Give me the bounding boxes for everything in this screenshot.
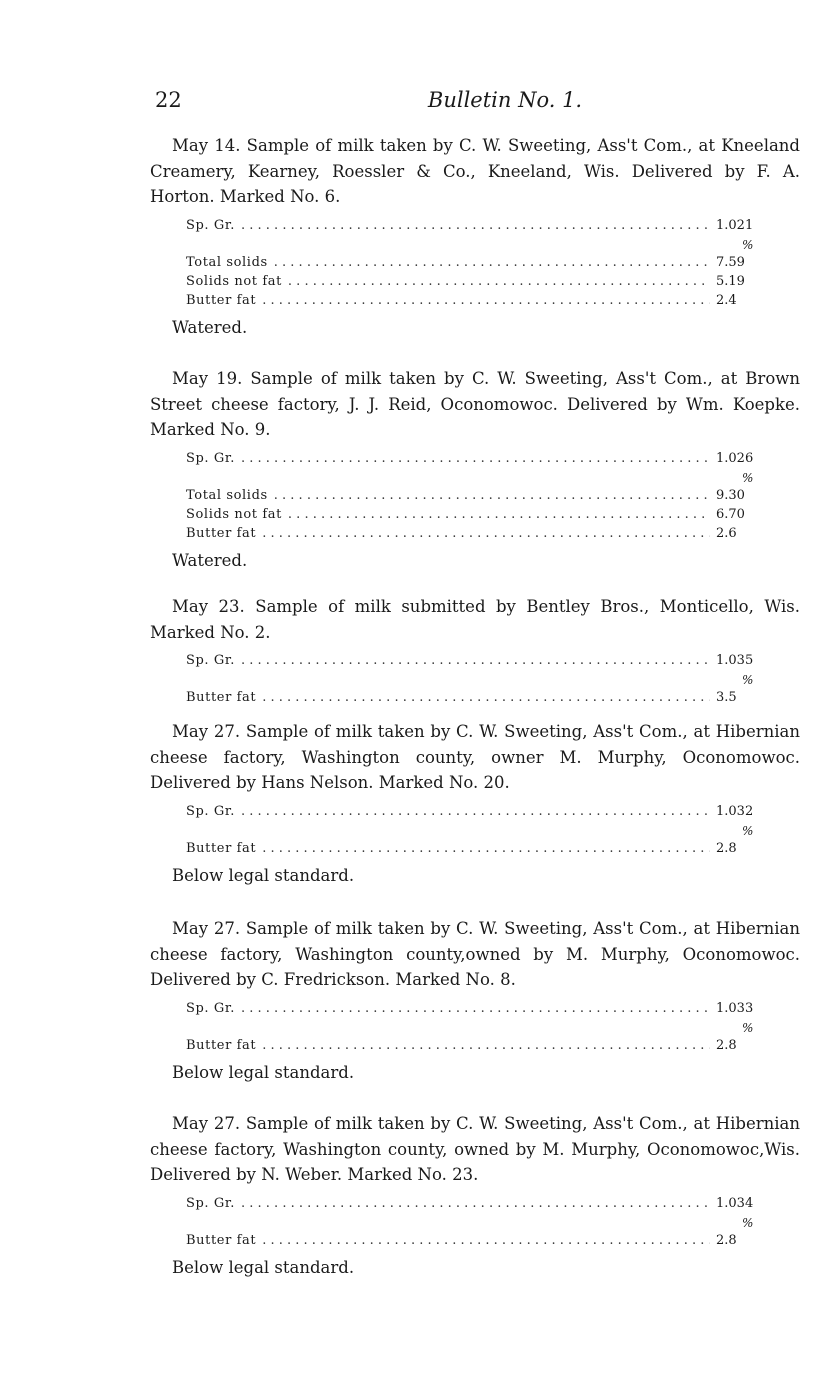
butter-fat-row xyxy=(186,524,768,543)
butter-fat-row xyxy=(186,291,768,310)
sample-entry xyxy=(150,133,800,337)
row-value: 7.59 xyxy=(716,254,745,270)
leader-dots xyxy=(262,524,710,543)
row-label: Butter fat xyxy=(186,1037,257,1053)
analysis-table xyxy=(186,802,768,858)
entry-description: May 27. Sample of milk taken by C. W. Sweeting, Ass't Com., at Hibernian cheese factory, Washington county, owned by M. Murphy, Oconomowoc,Wis. Delivered by N. Weber. Marked No. 23. xyxy=(150,1114,800,1184)
sp-gr-row xyxy=(186,999,768,1018)
leader-dots xyxy=(241,216,710,235)
leader-dots xyxy=(241,1194,710,1213)
verdict: Watered. xyxy=(172,550,248,570)
sample-entry xyxy=(150,916,800,1082)
row-value: 1.034 xyxy=(716,1195,754,1211)
row-label: Butter fat xyxy=(186,840,257,856)
running-title: Bulletin No. 1. xyxy=(427,88,583,112)
row-label: Sp. Gr. xyxy=(186,803,235,819)
row-label: Sp. Gr. xyxy=(186,1000,235,1016)
solids-not-fat-row xyxy=(186,505,768,524)
leader-dots xyxy=(262,688,710,707)
row-label: Sp. Gr. xyxy=(186,653,235,668)
row-label: Sp. Gr. xyxy=(186,450,235,466)
row-value: 3.5 xyxy=(716,690,737,705)
verdict: Watered. xyxy=(172,317,248,337)
butter-fat-row xyxy=(186,688,768,707)
leader-dots xyxy=(241,651,710,670)
total-solids-row xyxy=(186,253,768,272)
percent-symbol: % xyxy=(742,1020,754,1035)
percent-symbol: % xyxy=(742,1215,754,1230)
row-value: 9.30 xyxy=(716,487,745,503)
row-value: 1.032 xyxy=(716,803,754,819)
row-label: Butter fat xyxy=(186,690,257,705)
row-label: Total solids xyxy=(186,254,268,270)
row-value: 1.026 xyxy=(716,450,754,466)
percent-symbol: % xyxy=(742,237,754,252)
solids-not-fat-row xyxy=(186,272,768,291)
leader-dots xyxy=(274,253,710,272)
analysis-table xyxy=(186,651,768,707)
analysis-table xyxy=(186,449,768,543)
verdict: Below legal standard. xyxy=(172,865,355,885)
leader-dots xyxy=(274,486,710,505)
row-label: Sp. Gr. xyxy=(186,1195,235,1211)
leader-dots xyxy=(288,505,710,524)
leader-dots xyxy=(241,802,710,821)
row-value: 6.70 xyxy=(716,506,745,522)
sp-gr-row xyxy=(186,651,768,670)
row-value: 2.8 xyxy=(716,840,737,856)
leader-dots xyxy=(241,449,710,468)
analysis-table xyxy=(186,999,768,1055)
row-label: Solids not fat xyxy=(186,506,282,522)
sp-gr-row xyxy=(186,1194,768,1213)
analysis-table xyxy=(186,1194,768,1250)
row-label: Solids not fat xyxy=(186,273,282,289)
page-header xyxy=(155,88,795,118)
page-number: 22 xyxy=(155,88,182,112)
percent-symbol: % xyxy=(742,823,754,838)
sample-entry xyxy=(150,594,800,707)
total-solids-row xyxy=(186,486,768,505)
percent-symbol: % xyxy=(742,673,754,687)
row-value: 2.8 xyxy=(716,1037,737,1053)
sample-entry xyxy=(150,719,800,885)
butter-fat-row xyxy=(186,1036,768,1055)
entry-description: May 14. Sample of milk taken by C. W. Sweeting, Ass't Com., at Kneeland Creamery, Kearney, Roessler & Co., Kneeland, Wis. Delivered by F. A. Horton. Marked No. 6. xyxy=(150,136,800,206)
sp-gr-row xyxy=(186,802,768,821)
sample-entry xyxy=(150,1111,800,1277)
leader-dots xyxy=(262,1036,710,1055)
sp-gr-row xyxy=(186,449,768,468)
leader-dots xyxy=(262,1231,710,1250)
sp-gr-row xyxy=(186,216,768,235)
row-label: Sp. Gr. xyxy=(186,217,235,233)
entry-description: May 23. Sample of milk submitted by Bentley Bros., Monticello, Wis. Marked No. 2. xyxy=(150,597,800,642)
row-label: Butter fat xyxy=(186,292,257,308)
leader-dots xyxy=(262,291,710,310)
row-value: 2.6 xyxy=(716,525,737,541)
row-label: Total solids xyxy=(186,487,268,503)
row-label: Butter fat xyxy=(186,1232,257,1248)
butter-fat-row xyxy=(186,839,768,858)
verdict: Below legal standard. xyxy=(172,1257,355,1277)
butter-fat-row xyxy=(186,1231,768,1250)
entry-description: May 27. Sample of milk taken by C. W. Sweeting, Ass't Com., at Hibernian cheese factory, Washington county, owner M. Murphy, Oconomowoc. Delivered by Hans Nelson. Marked No. 20. xyxy=(150,722,800,792)
entry-description: May 19. Sample of milk taken by C. W. Sweeting, Ass't Com., at Brown Street cheese factory, J. J. Reid, Oconomowoc. Delivered by Wm. Koepke. Marked No. 9. xyxy=(150,369,800,439)
percent-symbol: % xyxy=(742,470,754,485)
row-value: 2.8 xyxy=(716,1232,737,1248)
row-value: 2.4 xyxy=(716,292,737,308)
row-value: 5.19 xyxy=(716,273,745,289)
row-label: Butter fat xyxy=(186,525,257,541)
sample-entry xyxy=(150,366,800,570)
entry-description: May 27. Sample of milk taken by C. W. Sweeting, Ass't Com., at Hibernian cheese factory, Washington county,owned by M. Murphy, Oconomowoc. Delivered by C. Fredrickson. Marked No. 8. xyxy=(150,919,800,989)
row-value: 1.033 xyxy=(716,1000,754,1016)
verdict: Below legal standard. xyxy=(172,1062,355,1082)
leader-dots xyxy=(262,839,710,858)
row-value: 1.035 xyxy=(716,653,754,668)
row-value: 1.021 xyxy=(716,217,754,233)
analysis-table xyxy=(186,216,768,310)
leader-dots xyxy=(241,999,710,1018)
leader-dots xyxy=(288,272,710,291)
